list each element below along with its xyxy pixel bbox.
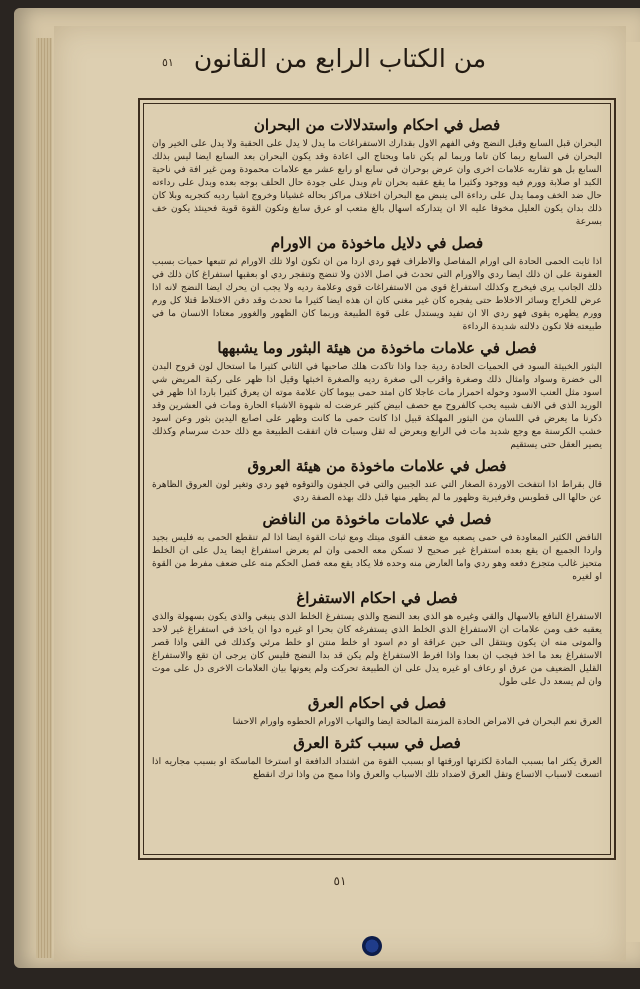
paragraph: البحران قبل السابع وقبل النضج وفي الفهم الاول بقدارك الاستفراغات ما يدل لا يدل على الحقبة ولا يدل على الخير وان البحران في السابع ربما كان تاما وربما لم يكن تاما ويحتاج الى اعادة وقد يكون البحران بعد السابع ايضا ليس بذلك السابع بل هو تقاربه علامات اخرى وان عرض بوحران في سابع او رابع عشر مع علامات محمودة ومن غير افة في ناحية الكبد او صلابة وورم فيه ووجود وكثيرا ما يقع عقبه بحران تام وبدل على جودة حال الحلف بوجه بعده وبدل على رداءته حال ضد الخف ومما يدل على رداءة الى ينبض مع البحران اختلاف مراكز بحاله غشيانا وخروج اشيا رديه كتجريه وبلا كان ذلك بدان يكون العليل مخوفا عليه الا ان يتداركه اسهال بالغ متعب او عرق سابغ وتكون القوة قوية فحينئذ يكون خف بسرعة <box>152 138 602 227</box>
page-edges <box>36 38 52 958</box>
paragraph: العرق يكثر اما بسبب المادة لكثرتها اورقتها او بسبب القوة من اشتداد الدافعة او استرخا الماسكة او بسبب مجاريه اذا اتسعت لاسباب الاتساع وتقل العرق لاضداد تلك الاسباب والعرق واذا ممج من واذا ترك انقطع <box>152 756 602 780</box>
text-body <box>152 110 602 785</box>
paragraph: العرق نعم البحران في الامراض الحادة المزمنة المالحة ايضا والتهاب الاورام الحطوه واورام الاحشا <box>232 716 602 727</box>
section <box>152 510 602 583</box>
paragraph: قال بقراط اذا انتفخت الاوردة الصغار التي عند الجبين والتي في الجفون والتوقوه فهو ردي وتغير لون العروق الظاهرة عن حالها الى قطوبس وفرفيرية وظهور ما لم يظهر منها قبل ذلك بهذه الصفة ردي <box>152 479 602 503</box>
section <box>152 234 602 333</box>
section <box>152 116 602 228</box>
section-title: فصل في علامات ماخوذة من هيئة العروق <box>247 457 507 475</box>
section-title: فصل في احكام الاستفراغ <box>296 589 458 607</box>
section <box>152 589 602 688</box>
section-title: فصل في علامات ماخوذة من النافض <box>262 510 492 528</box>
section <box>152 339 602 451</box>
paragraph: الاستفراغ النافع بالاسهال والقي وغيره هو الذي بعد النضج والذي يستفرغ الخلط الذي ينبغي والذي يكون بسهولة والذي يعقبه خف ومن علامات ان الاستفراغ الذي الخلط الذي يستفرغه كان بحرا او غيره دوا ان ياخذ في استفراغ غير لاحد والموتى منه ان يكون وينتقل الى حين عراقة او دم اسود او خلط منتن او خلط مرئي وكذلك في القي واذا قصر الاستفراغ بعد ما اخذ فيجب ان بعدا واذا افرط الاستفراغ ولم يكن قد بدا النضج فليس كان يرجى ان تقع والاستفراغ القليل الضعيف من عرق او رعاف او غيره يدل على ان الطبيعة تحركت ولم يعونها بيان العلامات الاخرى دل على موت وان لم يسعد دل على طول <box>152 611 602 687</box>
paragraph: النافض الكثير المعاودة في حمى يصعبه مع ضعف القوى ميتك ومع ثبات القوة ايضا اذا لم تنقطع الحمى به فليس بجيد واردا الجميع ان يقع بعده استفراغ غير صحيح لا تسكن معه الحمى وان لم يعرض استفراغ ايضا يدل على ان الخلط متحيز غالب متجزع دفعه وهو ردي واما العارض منه وحده فلا يكاد يقع معه فصل الحكم منه على ضعف مفرط من القوة او لغيره <box>152 532 602 582</box>
folio-number-top: ٥١ <box>162 56 174 69</box>
section-title: فصل في سبب كثرة العرق <box>293 734 461 752</box>
section-title: فصل في علامات ماخوذة من هيئة البثور وما يشبهها <box>217 339 537 357</box>
clip-icon <box>362 936 382 956</box>
book <box>14 8 640 968</box>
section-title: فصل في دلايل ماخوذة من الاورام <box>270 234 484 252</box>
section-title: فصل في احكام واستدلالات من البحران <box>253 116 501 134</box>
page-header: من الكتاب الرابع من القانون <box>193 44 487 73</box>
text-frame <box>138 98 616 860</box>
section <box>152 694 602 728</box>
manuscript-page <box>54 26 626 961</box>
section <box>152 734 602 781</box>
folio-number-bottom: ٥١ <box>333 874 347 888</box>
paragraph: البثور الخبيثة السود في الحميات الحادة ردية جدا واذا تاكدت هلك صاحبها في الثاني كثيرا ما استحال لون قروح البدن الى خضرة وسواد وامثال ذلك وصغرة واقرب الى صغرة رديه والصغرة اخبثها وقيل اذا ظهر على ركبة المريض شي اسود مثل العنب الاسود وحوله احمرار مات عاجلا كان امتد حمى بيوما كان علامة موته ان يعرق كثيرا باردا اذا ظهر في الوريد الذي في الانف شبيه يحب كالفروح مع حصف ابيض كثير عرضت له شهوة الاشياء الحارة ومات في العشرين وقد ذكرنا ما يعرض في اللسان من البثور المهلكة قبيل اذا كانت حمى ما كانت وظهر على اصابع اليدين بثور وعن اسود خشب الكرسنة مع وجع شديد مات في الرابع وبعرض له ثقل وسبات فان اتفقت الطبيعة مع ذلك حدث سرسام وكذلك يصير العقل حتى يستقيم <box>152 361 602 450</box>
paragraph: اذا ثابت الحمى الحادة الى اورام المفاصل والاطراف فهو ردي اردا من ان تكون اولا تلك الاورام ثم تتبعها حميات بسبب العفونة على ان ذلك ايضا ردي والاورام التي تحدث في اصل الاذن ولا تنضج وتنفجر ردي او بعقبها استفراغ كان ذلك في ذلك الجانب يرى فيخرج وكذلك استفراغ قوي من الاستفراغات قوي وعلامة رديه ولا يجب ان يحرك ايضا النضج لانه اذا عرض للخراج وسائر الاخلاط حتى يفجره كان غير مغني كان ان هذه ايضا كثيرا ما تحدث وقد دفن الاختلاط قتلا كل ورم وورم يظهره يقوى فهو ردي الا ان تفيد ويستدل على قوة الطبيعة وربما كان الظهور والغوور معتادا الانسان ما في طبيعته فلا تكون دلالته شديدة الرداءة <box>152 256 602 332</box>
section <box>152 457 602 504</box>
section-title: فصل في احكام العرق <box>307 694 447 712</box>
